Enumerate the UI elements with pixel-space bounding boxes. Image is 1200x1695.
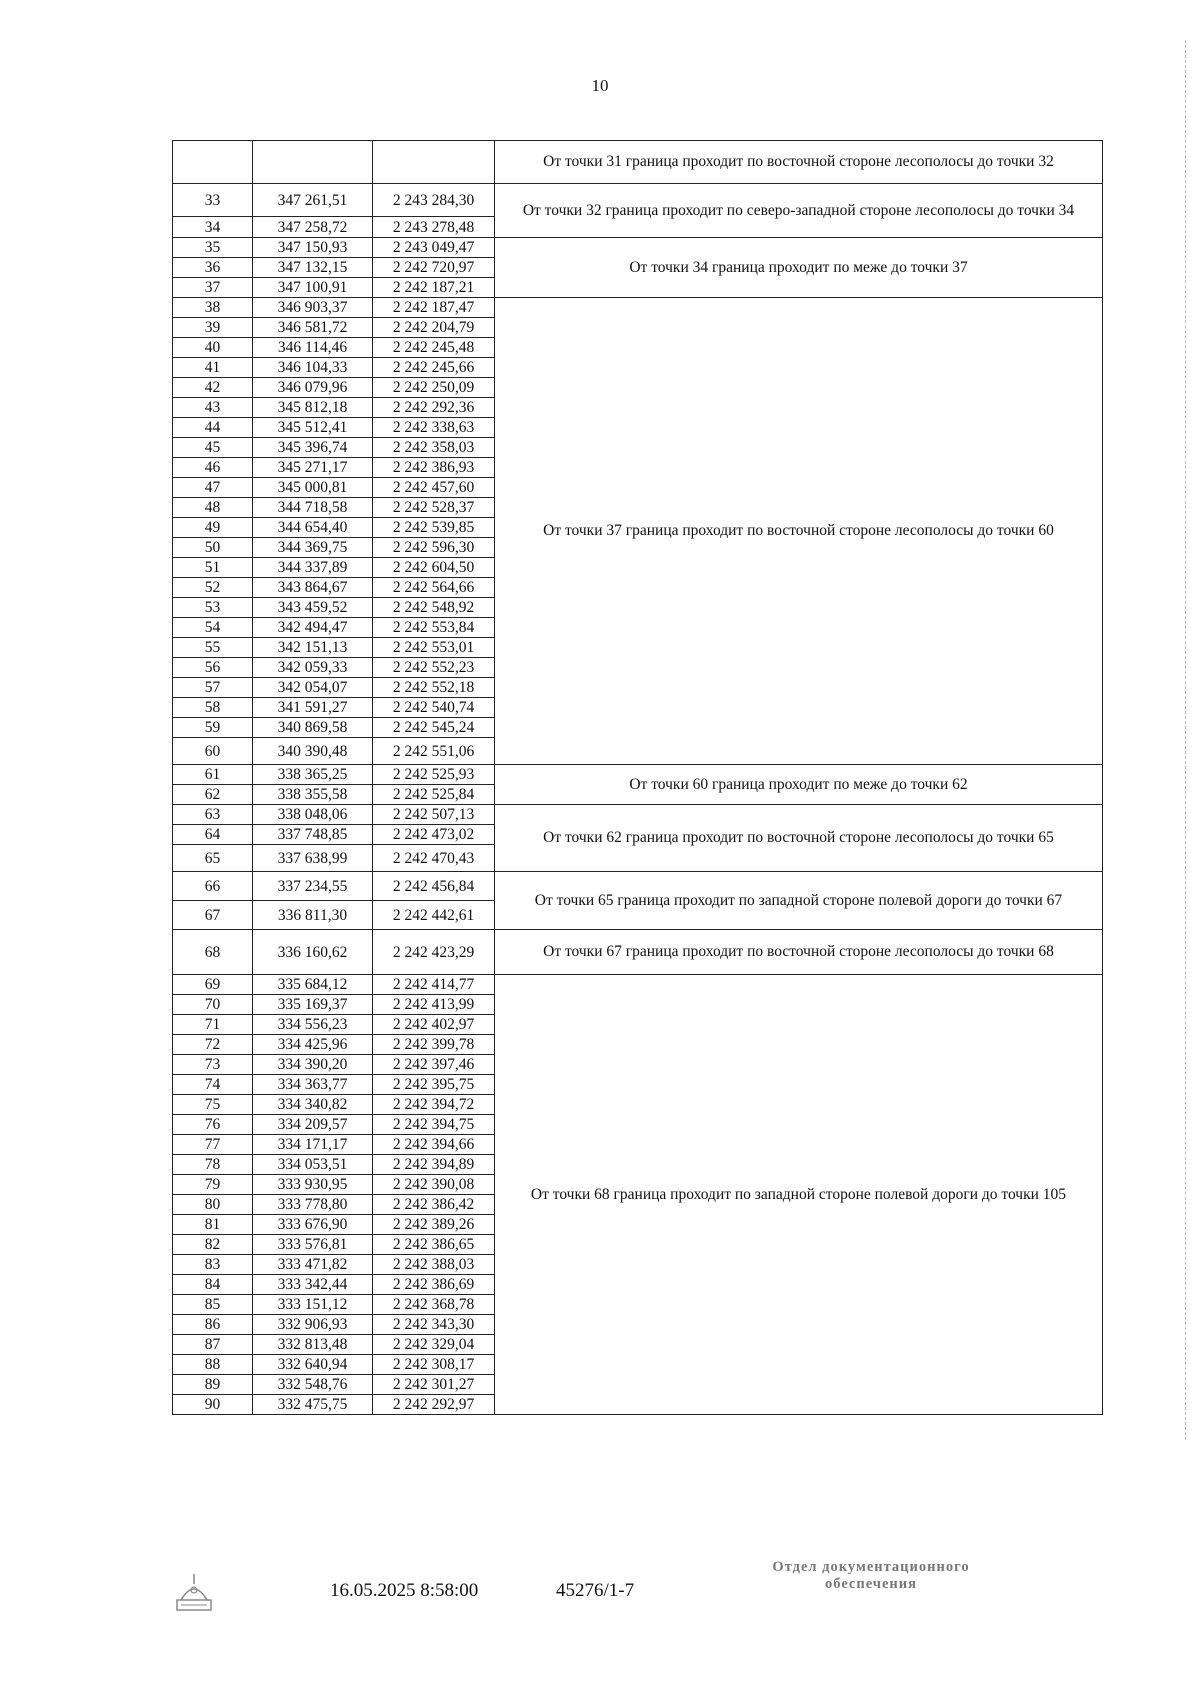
segment-description: От точки 65 граница проходит по западной стороне полевой дороги до точки 67 <box>495 872 1103 930</box>
point-number-cell: 65 <box>173 845 253 872</box>
x-coordinate-cell: 336 160,62 <box>253 930 373 975</box>
table-row <box>173 805 1103 825</box>
table-header-row <box>173 141 1103 184</box>
point-number-cell: 85 <box>173 1295 253 1315</box>
department-stamp <box>716 1559 1026 1593</box>
y-coordinate-cell: 2 242 525,93 <box>373 765 495 785</box>
empty-cell <box>173 141 253 184</box>
x-coordinate-cell: 346 114,46 <box>253 338 373 358</box>
x-coordinate-cell: 346 581,72 <box>253 318 373 338</box>
x-coordinate-cell: 343 459,52 <box>253 598 373 618</box>
y-coordinate-cell: 2 242 301,27 <box>373 1375 495 1395</box>
point-number-cell: 81 <box>173 1215 253 1235</box>
y-coordinate-cell: 2 242 473,02 <box>373 825 495 845</box>
x-coordinate-cell: 347 100,91 <box>253 278 373 298</box>
segment-description: От точки 68 граница проходит по западной стороне полевой дороги до точки 105 <box>495 975 1103 1415</box>
point-number-cell: 43 <box>173 398 253 418</box>
y-coordinate-cell: 2 243 278,48 <box>373 217 495 238</box>
x-coordinate-cell: 345 271,17 <box>253 458 373 478</box>
y-coordinate-cell: 2 242 604,50 <box>373 558 495 578</box>
x-coordinate-cell: 338 355,58 <box>253 785 373 805</box>
y-coordinate-cell: 2 242 245,66 <box>373 358 495 378</box>
point-number-cell: 66 <box>173 872 253 901</box>
point-number-cell: 67 <box>173 901 253 930</box>
x-coordinate-cell: 347 150,93 <box>253 238 373 258</box>
y-coordinate-cell: 2 242 395,75 <box>373 1075 495 1095</box>
segment-description: От точки 32 граница проходит по северо-западной стороне лесополосы до точки 34 <box>495 184 1103 238</box>
point-number-cell: 79 <box>173 1175 253 1195</box>
point-number-cell: 88 <box>173 1355 253 1375</box>
x-coordinate-cell: 346 079,96 <box>253 378 373 398</box>
y-coordinate-cell: 2 242 596,30 <box>373 538 495 558</box>
y-coordinate-cell: 2 242 545,24 <box>373 718 495 738</box>
x-coordinate-cell: 347 132,15 <box>253 258 373 278</box>
y-coordinate-cell: 2 242 564,66 <box>373 578 495 598</box>
point-number-cell: 51 <box>173 558 253 578</box>
y-coordinate-cell: 2 242 423,29 <box>373 930 495 975</box>
point-number-cell: 37 <box>173 278 253 298</box>
point-number-cell: 87 <box>173 1335 253 1355</box>
x-coordinate-cell: 334 363,77 <box>253 1075 373 1095</box>
point-number-cell: 71 <box>173 1015 253 1035</box>
y-coordinate-cell: 2 242 245,48 <box>373 338 495 358</box>
point-number-cell: 86 <box>173 1315 253 1335</box>
point-number-cell: 33 <box>173 184 253 217</box>
point-number-cell: 75 <box>173 1095 253 1115</box>
y-coordinate-cell: 2 242 386,93 <box>373 458 495 478</box>
x-coordinate-cell: 338 365,25 <box>253 765 373 785</box>
point-number-cell: 48 <box>173 498 253 518</box>
table-row <box>173 872 1103 901</box>
x-coordinate-cell: 334 171,17 <box>253 1135 373 1155</box>
point-number-cell: 34 <box>173 217 253 238</box>
x-coordinate-cell: 333 676,90 <box>253 1215 373 1235</box>
x-coordinate-cell: 333 471,82 <box>253 1255 373 1275</box>
x-coordinate-cell: 335 169,37 <box>253 995 373 1015</box>
point-number-cell: 40 <box>173 338 253 358</box>
x-coordinate-cell: 342 054,07 <box>253 678 373 698</box>
y-coordinate-cell: 2 242 539,85 <box>373 518 495 538</box>
x-coordinate-cell: 333 342,44 <box>253 1275 373 1295</box>
y-coordinate-cell: 2 242 525,84 <box>373 785 495 805</box>
point-number-cell: 50 <box>173 538 253 558</box>
stamp-line-1: Отдел документационного <box>772 1559 970 1575</box>
y-coordinate-cell: 2 242 552,23 <box>373 658 495 678</box>
x-coordinate-cell: 343 864,67 <box>253 578 373 598</box>
y-coordinate-cell: 2 242 720,97 <box>373 258 495 278</box>
y-coordinate-cell: 2 242 394,66 <box>373 1135 495 1155</box>
table-row <box>173 930 1103 975</box>
y-coordinate-cell: 2 242 368,78 <box>373 1295 495 1315</box>
point-number-cell: 56 <box>173 658 253 678</box>
point-number-cell: 45 <box>173 438 253 458</box>
y-coordinate-cell: 2 242 413,99 <box>373 995 495 1015</box>
x-coordinate-cell: 345 000,81 <box>253 478 373 498</box>
y-coordinate-cell: 2 242 470,43 <box>373 845 495 872</box>
point-number-cell: 35 <box>173 238 253 258</box>
point-number-cell: 89 <box>173 1375 253 1395</box>
y-coordinate-cell: 2 242 394,89 <box>373 1155 495 1175</box>
y-coordinate-cell: 2 242 343,30 <box>373 1315 495 1335</box>
point-number-cell: 84 <box>173 1275 253 1295</box>
empty-cell <box>253 141 373 184</box>
point-number-cell: 36 <box>173 258 253 278</box>
y-coordinate-cell: 2 242 414,77 <box>373 975 495 995</box>
x-coordinate-cell: 334 425,96 <box>253 1035 373 1055</box>
y-coordinate-cell: 2 242 507,13 <box>373 805 495 825</box>
point-number-cell: 69 <box>173 975 253 995</box>
stamp-line-2: обеспечения <box>825 1576 917 1592</box>
point-number-cell: 80 <box>173 1195 253 1215</box>
y-coordinate-cell: 2 242 397,46 <box>373 1055 495 1075</box>
page-number: 10 <box>591 76 609 95</box>
x-coordinate-cell: 340 869,58 <box>253 718 373 738</box>
y-coordinate-cell: 2 243 284,30 <box>373 184 495 217</box>
y-coordinate-cell: 2 242 553,01 <box>373 638 495 658</box>
y-coordinate-cell: 2 242 329,04 <box>373 1335 495 1355</box>
point-number-cell: 77 <box>173 1135 253 1155</box>
x-coordinate-cell: 336 811,30 <box>253 901 373 930</box>
y-coordinate-cell: 2 242 456,84 <box>373 872 495 901</box>
point-number-cell: 42 <box>173 378 253 398</box>
point-number-cell: 53 <box>173 598 253 618</box>
point-number-cell: 39 <box>173 318 253 338</box>
scan-edge-line <box>1184 40 1186 1440</box>
x-coordinate-cell: 334 390,20 <box>253 1055 373 1075</box>
point-number-cell: 76 <box>173 1115 253 1135</box>
y-coordinate-cell: 2 242 528,37 <box>373 498 495 518</box>
segment-description: От точки 67 граница проходит по восточной стороне лесополосы до точки 68 <box>495 930 1103 975</box>
x-coordinate-cell: 333 576,81 <box>253 1235 373 1255</box>
footer-date: 16.05.2025 8:58:00 <box>330 1580 479 1601</box>
y-coordinate-cell: 2 242 390,08 <box>373 1175 495 1195</box>
y-coordinate-cell: 2 242 386,42 <box>373 1195 495 1215</box>
y-coordinate-cell: 2 242 338,63 <box>373 418 495 438</box>
x-coordinate-cell: 333 930,95 <box>253 1175 373 1195</box>
x-coordinate-cell: 333 778,80 <box>253 1195 373 1215</box>
y-coordinate-cell: 2 242 442,61 <box>373 901 495 930</box>
x-coordinate-cell: 332 640,94 <box>253 1355 373 1375</box>
x-coordinate-cell: 345 512,41 <box>253 418 373 438</box>
table-row <box>173 298 1103 318</box>
y-coordinate-cell: 2 242 388,03 <box>373 1255 495 1275</box>
x-coordinate-cell: 340 390,48 <box>253 738 373 765</box>
x-coordinate-cell: 346 903,37 <box>253 298 373 318</box>
y-coordinate-cell: 2 242 540,74 <box>373 698 495 718</box>
x-coordinate-cell: 335 684,12 <box>253 975 373 995</box>
y-coordinate-cell: 2 242 548,92 <box>373 598 495 618</box>
x-coordinate-cell: 342 494,47 <box>253 618 373 638</box>
y-coordinate-cell: 2 242 394,72 <box>373 1095 495 1115</box>
y-coordinate-cell: 2 242 187,21 <box>373 278 495 298</box>
point-number-cell: 38 <box>173 298 253 318</box>
y-coordinate-cell: 2 242 250,09 <box>373 378 495 398</box>
point-number-cell: 58 <box>173 698 253 718</box>
segment-description: От точки 31 граница проходит по восточной стороне лесополосы до точки 32 <box>495 141 1103 184</box>
point-number-cell: 44 <box>173 418 253 438</box>
y-coordinate-cell: 2 242 358,03 <box>373 438 495 458</box>
x-coordinate-cell: 337 638,99 <box>253 845 373 872</box>
x-coordinate-cell: 345 812,18 <box>253 398 373 418</box>
x-coordinate-cell: 337 748,85 <box>253 825 373 845</box>
x-coordinate-cell: 342 151,13 <box>253 638 373 658</box>
y-coordinate-cell: 2 242 204,79 <box>373 318 495 338</box>
x-coordinate-cell: 345 396,74 <box>253 438 373 458</box>
point-number-cell: 61 <box>173 765 253 785</box>
y-coordinate-cell: 2 242 552,18 <box>373 678 495 698</box>
point-number-cell: 78 <box>173 1155 253 1175</box>
y-coordinate-cell: 2 242 394,75 <box>373 1115 495 1135</box>
point-number-cell: 54 <box>173 618 253 638</box>
y-coordinate-cell: 2 242 308,17 <box>373 1355 495 1375</box>
x-coordinate-cell: 334 053,51 <box>253 1155 373 1175</box>
point-number-cell: 90 <box>173 1395 253 1415</box>
x-coordinate-cell: 342 059,33 <box>253 658 373 678</box>
point-number-cell: 49 <box>173 518 253 538</box>
y-coordinate-cell: 2 242 457,60 <box>373 478 495 498</box>
y-coordinate-cell: 2 242 389,26 <box>373 1215 495 1235</box>
coordinates-table <box>172 140 1103 1415</box>
point-number-cell: 57 <box>173 678 253 698</box>
point-number-cell: 41 <box>173 358 253 378</box>
x-coordinate-cell: 341 591,27 <box>253 698 373 718</box>
point-number-cell: 47 <box>173 478 253 498</box>
point-number-cell: 59 <box>173 718 253 738</box>
x-coordinate-cell: 334 556,23 <box>253 1015 373 1035</box>
emblem-logo <box>173 1570 215 1614</box>
point-number-cell: 82 <box>173 1235 253 1255</box>
segment-description: От точки 34 граница проходит по меже до точки 37 <box>495 238 1103 298</box>
point-number-cell: 60 <box>173 738 253 765</box>
x-coordinate-cell: 338 048,06 <box>253 805 373 825</box>
x-coordinate-cell: 334 340,82 <box>253 1095 373 1115</box>
table-row <box>173 975 1103 995</box>
point-number-cell: 62 <box>173 785 253 805</box>
x-coordinate-cell: 347 261,51 <box>253 184 373 217</box>
x-coordinate-cell: 344 654,40 <box>253 518 373 538</box>
point-number-cell: 46 <box>173 458 253 478</box>
y-coordinate-cell: 2 242 402,97 <box>373 1015 495 1035</box>
x-coordinate-cell: 344 718,58 <box>253 498 373 518</box>
segment-description: От точки 62 граница проходит по восточной стороне лесополосы до точки 65 <box>495 805 1103 872</box>
x-coordinate-cell: 344 337,89 <box>253 558 373 578</box>
y-coordinate-cell: 2 242 386,65 <box>373 1235 495 1255</box>
x-coordinate-cell: 333 151,12 <box>253 1295 373 1315</box>
x-coordinate-cell: 344 369,75 <box>253 538 373 558</box>
point-number-cell: 74 <box>173 1075 253 1095</box>
x-coordinate-cell: 332 906,93 <box>253 1315 373 1335</box>
x-coordinate-cell: 332 475,75 <box>253 1395 373 1415</box>
y-coordinate-cell: 2 243 049,47 <box>373 238 495 258</box>
table-row <box>173 765 1103 785</box>
table-row <box>173 184 1103 217</box>
point-number-cell: 70 <box>173 995 253 1015</box>
point-number-cell: 52 <box>173 578 253 598</box>
point-number-cell: 72 <box>173 1035 253 1055</box>
point-number-cell: 83 <box>173 1255 253 1275</box>
y-coordinate-cell: 2 242 187,47 <box>373 298 495 318</box>
point-number-cell: 55 <box>173 638 253 658</box>
x-coordinate-cell: 332 813,48 <box>253 1335 373 1355</box>
y-coordinate-cell: 2 242 386,69 <box>373 1275 495 1295</box>
x-coordinate-cell: 346 104,33 <box>253 358 373 378</box>
segment-description: От точки 60 граница проходит по меже до точки 62 <box>495 765 1103 805</box>
point-number-cell: 64 <box>173 825 253 845</box>
y-coordinate-cell: 2 242 399,78 <box>373 1035 495 1055</box>
footer-document-number: 45276/1-7 <box>556 1580 635 1601</box>
y-coordinate-cell: 2 242 553,84 <box>373 618 495 638</box>
x-coordinate-cell: 337 234,55 <box>253 872 373 901</box>
y-coordinate-cell: 2 242 292,97 <box>373 1395 495 1415</box>
y-coordinate-cell: 2 242 551,06 <box>373 738 495 765</box>
table-row <box>173 238 1103 258</box>
point-number-cell: 68 <box>173 930 253 975</box>
y-coordinate-cell: 2 242 292,36 <box>373 398 495 418</box>
empty-cell <box>373 141 495 184</box>
segment-description: От точки 37 граница проходит по восточной стороне лесополосы до точки 60 <box>495 298 1103 765</box>
point-number-cell: 63 <box>173 805 253 825</box>
point-number-cell: 73 <box>173 1055 253 1075</box>
x-coordinate-cell: 332 548,76 <box>253 1375 373 1395</box>
x-coordinate-cell: 347 258,72 <box>253 217 373 238</box>
x-coordinate-cell: 334 209,57 <box>253 1115 373 1135</box>
